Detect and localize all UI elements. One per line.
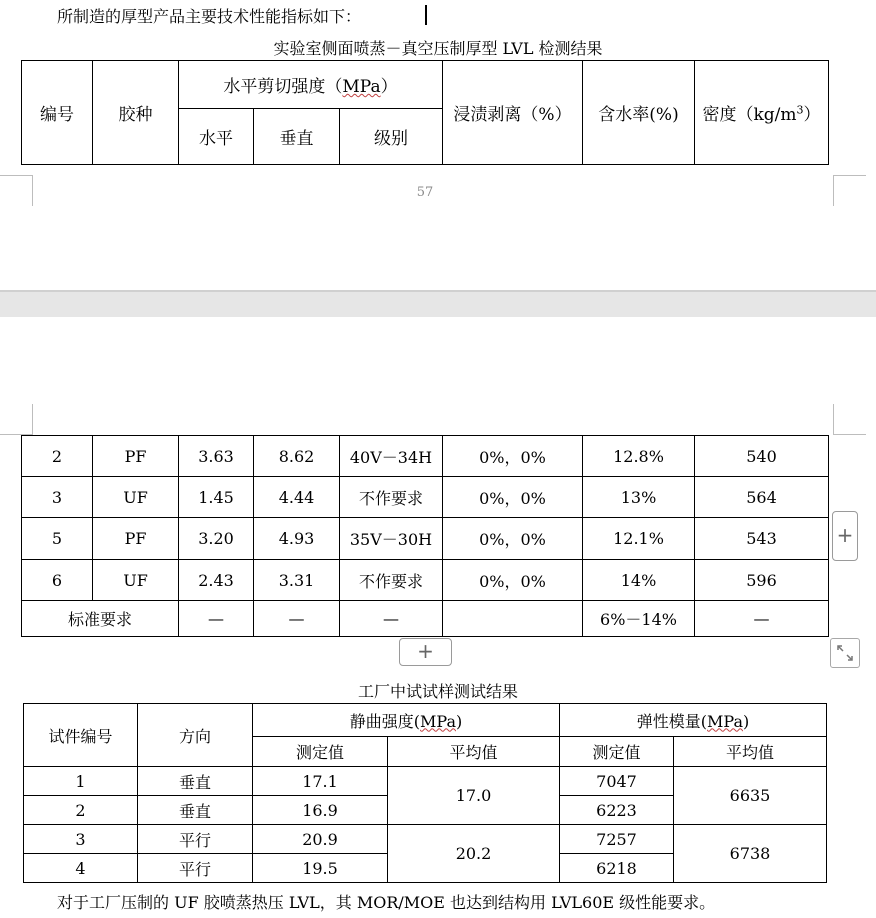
header-sample-id[interactable]: 试件编号 xyxy=(24,704,138,767)
cell-shear-h[interactable]: 1.45 xyxy=(179,477,254,518)
cell-shear-v[interactable]: 4.93 xyxy=(254,518,340,560)
cell-sample-id[interactable]: 1 xyxy=(24,767,138,796)
text-cursor xyxy=(425,5,427,25)
header-mor-suffix: ) xyxy=(455,711,463,731)
table-resize-handle[interactable] xyxy=(830,638,860,668)
cell-grade[interactable]: 不作要求 xyxy=(340,477,443,518)
header-moisture[interactable]: 含水率(%) xyxy=(583,61,695,165)
cell-moe[interactable]: 7047 xyxy=(560,767,674,796)
cell-direction[interactable]: 垂直 xyxy=(138,796,253,825)
cell-shear-h[interactable]: 3.63 xyxy=(179,436,254,477)
table-row[interactable] xyxy=(22,518,829,560)
cell-moe[interactable]: 7257 xyxy=(560,825,674,854)
header-mor[interactable] xyxy=(253,704,560,737)
table1-body[interactable] xyxy=(21,435,829,637)
cell-sample-id[interactable]: 3 xyxy=(24,825,138,854)
cell-standard-label[interactable]: 标准要求 xyxy=(22,601,179,637)
table1-header[interactable] xyxy=(21,60,829,165)
header-shear-horizontal[interactable]: 水平 xyxy=(179,109,254,165)
header-mor-measured[interactable]: 测定值 xyxy=(253,737,388,767)
header-moe-unit: MPa xyxy=(707,711,743,731)
intro-paragraph: 所制造的厚型产品主要技术性能指标如下： xyxy=(57,7,362,26)
header-moe-prefix: 弹性模量( xyxy=(636,711,708,731)
cell-moe[interactable]: 6223 xyxy=(560,796,674,825)
page-corner-mark xyxy=(0,404,33,435)
table-row[interactable] xyxy=(22,436,829,477)
cell-delam[interactable]: 0%，0% xyxy=(443,518,583,560)
cell-delam[interactable]: 0%，0% xyxy=(443,477,583,518)
table-row[interactable] xyxy=(24,825,827,854)
table3-caption: 工厂中试试样测试结果 xyxy=(357,682,518,701)
cell-shear-v[interactable]: 8.62 xyxy=(254,436,340,477)
cell-density[interactable]: 543 xyxy=(695,518,829,560)
header-moe-measured[interactable]: 测定值 xyxy=(560,737,674,767)
cell-shear-v[interactable]: 4.44 xyxy=(254,477,340,518)
cell-density[interactable]: 596 xyxy=(695,560,829,601)
cell-moisture[interactable]: 12.1% xyxy=(583,518,695,560)
cell-grade[interactable]: 40V－34H xyxy=(340,436,443,477)
header-shear-prefix: 水平剪切强度（ xyxy=(223,77,343,97)
add-column-button[interactable]: + xyxy=(832,511,858,561)
header-mor-prefix: 静曲强度( xyxy=(349,711,421,731)
header-shear-strength[interactable] xyxy=(179,61,443,109)
cell-id[interactable]: 3 xyxy=(22,477,93,518)
cell-moisture[interactable]: 6%－14% xyxy=(583,601,695,637)
header-shear-vertical[interactable]: 垂直 xyxy=(254,109,340,165)
cell-mor[interactable]: 17.1 xyxy=(253,767,388,796)
cell-glue[interactable]: UF xyxy=(93,477,179,518)
header-id[interactable]: 编号 xyxy=(22,61,93,165)
header-density-prefix: 密度（kg/m xyxy=(702,105,797,125)
cell-moe-average[interactable]: 6635 xyxy=(674,767,827,825)
cell-mor[interactable]: 20.9 xyxy=(253,825,388,854)
cell-grade[interactable]: — xyxy=(340,601,443,637)
cell-id[interactable]: 5 xyxy=(22,518,93,560)
table1-caption: 实验室侧面喷蒸－真空压制厚型 LVL 检测结果 xyxy=(273,39,603,58)
header-mor-unit: MPa xyxy=(420,711,456,731)
header-mor-average[interactable]: 平均值 xyxy=(388,737,560,767)
cell-sample-id[interactable]: 4 xyxy=(24,854,138,883)
cell-density[interactable]: — xyxy=(695,601,829,637)
conclusion-paragraph: 对于工厂压制的 UF 胶喷蒸热压 LVL，其 MOR/MOE 也达到结构用 LVL60E 级性能要求。 xyxy=(57,893,716,912)
cell-moe[interactable]: 6218 xyxy=(560,854,674,883)
cell-density[interactable]: 540 xyxy=(695,436,829,477)
cell-mor-average[interactable]: 20.2 xyxy=(388,825,560,883)
cell-moe-average[interactable]: 6738 xyxy=(674,825,827,883)
table-row[interactable] xyxy=(22,560,829,601)
header-moe[interactable] xyxy=(560,704,827,737)
add-row-button[interactable]: + xyxy=(399,638,452,666)
cell-shear-v[interactable]: 3.31 xyxy=(254,560,340,601)
table-row[interactable] xyxy=(22,477,829,518)
cell-mor[interactable]: 16.9 xyxy=(253,796,388,825)
header-shear-suffix: ） xyxy=(380,77,398,97)
cell-direction[interactable]: 平行 xyxy=(138,854,253,883)
resize-arrows-icon xyxy=(831,639,859,667)
cell-direction[interactable]: 垂直 xyxy=(138,767,253,796)
header-shear-unit: MPa xyxy=(342,77,381,97)
cell-moisture[interactable]: 13% xyxy=(583,477,695,518)
header-density[interactable] xyxy=(695,61,829,165)
cell-delam[interactable] xyxy=(443,601,583,637)
cell-glue[interactable]: PF xyxy=(93,436,179,477)
header-density-suffix: ） xyxy=(803,105,821,125)
header-direction[interactable]: 方向 xyxy=(138,704,253,767)
cell-id[interactable]: 2 xyxy=(22,436,93,477)
cell-direction[interactable]: 平行 xyxy=(138,825,253,854)
cell-mor[interactable]: 19.5 xyxy=(253,854,388,883)
cell-delam[interactable]: 0%，0% xyxy=(443,560,583,601)
cell-sample-id[interactable]: 2 xyxy=(24,796,138,825)
page-number: 57 xyxy=(416,185,434,200)
page-corner-mark xyxy=(833,404,866,435)
header-moe-suffix: ) xyxy=(742,711,750,731)
table-row-standard[interactable] xyxy=(22,601,829,637)
header-moe-average[interactable]: 平均值 xyxy=(674,737,827,767)
header-density-sup: 3 xyxy=(796,103,804,117)
cell-mor-average[interactable]: 17.0 xyxy=(388,767,560,825)
cell-shear-h[interactable]: — xyxy=(179,601,254,637)
table-row[interactable] xyxy=(24,767,827,796)
cell-grade[interactable]: 35V－30H xyxy=(340,518,443,560)
page-gap xyxy=(0,292,876,317)
cell-shear-v[interactable]: — xyxy=(254,601,340,637)
table3[interactable] xyxy=(23,703,827,883)
cell-density[interactable]: 564 xyxy=(695,477,829,518)
cell-delam[interactable]: 0%，0% xyxy=(443,436,583,477)
cell-glue[interactable]: UF xyxy=(93,560,179,601)
header-delamination[interactable]: 浸渍剥离（%） xyxy=(443,61,583,165)
cell-grade[interactable]: 不作要求 xyxy=(340,560,443,601)
cell-shear-h[interactable]: 3.20 xyxy=(179,518,254,560)
cell-shear-h[interactable]: 2.43 xyxy=(179,560,254,601)
cell-moisture[interactable]: 12.8% xyxy=(583,436,695,477)
cell-id[interactable]: 6 xyxy=(22,560,93,601)
cell-moisture[interactable]: 14% xyxy=(583,560,695,601)
header-shear-grade[interactable]: 级别 xyxy=(340,109,443,165)
header-glue[interactable]: 胶种 xyxy=(93,61,179,165)
cell-glue[interactable]: PF xyxy=(93,518,179,560)
